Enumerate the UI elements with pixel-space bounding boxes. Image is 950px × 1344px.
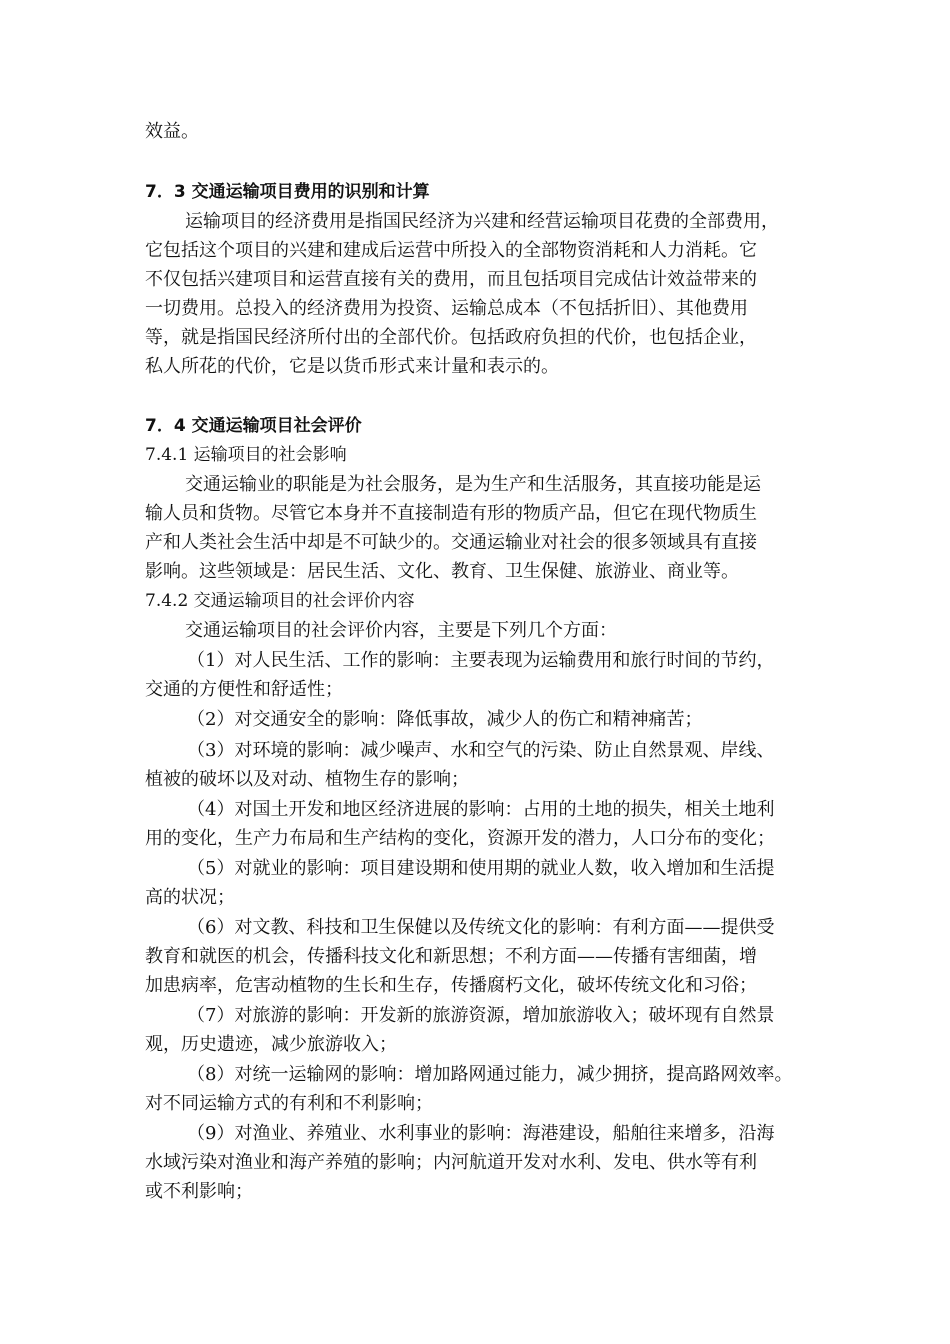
paragraph-line: 交通运输项目的社会评价内容，主要是下列几个方面：	[185, 620, 617, 641]
list-item-8-cont: 对不同运输方式的有利和不利影响；	[145, 1093, 433, 1114]
list-item-1-cont: 交通的方便性和舒适性；	[145, 679, 343, 700]
list-item-6: （6）对文教、科技和卫生保健以及传统文化的影响：有利方面——提供受	[187, 917, 775, 938]
paragraph-line: 运输项目的经济费用是指国民经济为兴建和经营运输项目花费的全部费用，	[185, 211, 779, 232]
list-item-2: （2）对交通安全的影响：降低事故，减少人的伤亡和精神痛苦；	[187, 709, 703, 730]
list-item-9: （9）对渔业、养殖业、水利事业的影响：海港建设，船舶往来增多，沿海	[187, 1123, 775, 1144]
list-item-5-cont: 高的状况；	[145, 887, 235, 908]
list-item-3-cont: 植被的破坏以及对动、植物生存的影响；	[145, 769, 469, 790]
list-item-9-cont: 或不利影响；	[145, 1181, 253, 1202]
list-item-5: （5）对就业的影响：项目建设期和使用期的就业人数，收入增加和生活提	[187, 858, 775, 879]
list-item-4: （4）对国土开发和地区经济进展的影响：占用的土地的损失，相关土地利	[187, 799, 775, 820]
paragraph-line: 影响。这些领域是：居民生活、文化、教育、卫生保健、旅游业、商业等。	[145, 561, 739, 582]
paragraph-line: 效益。	[145, 121, 199, 142]
list-item-3: （3）对环境的影响：减少噪声、水和空气的污染、防止自然景观、岸线、	[187, 740, 775, 761]
paragraph-line: 交通运输业的职能是为社会服务，是为生产和生活服务，其直接功能是运	[185, 474, 761, 495]
list-item-6-cont: 教育和就医的机会，传播科技文化和新思想；不利方面——传播有害细菌，增	[145, 946, 757, 967]
list-item-1: （1）对人民生活、工作的影响：主要表现为运输费用和旅行时间的节约，	[187, 650, 775, 671]
section-heading-7-4: 7．4 交通运输项目社会评价	[145, 416, 362, 436]
paragraph-line: 私人所花的代价，它是以货币形式来计量和表示的。	[145, 356, 559, 377]
subsection-heading-7-4-1: 7.4.1 运输项目的社会影响	[145, 445, 347, 465]
subsection-heading-7-4-2: 7.4.2 交通运输项目的社会评价内容	[145, 591, 415, 611]
paragraph-line: 产和人类社会生活中却是不可缺少的。交通运输业对社会的很多领域具有直接	[145, 532, 757, 553]
paragraph-line: 它包括这个项目的兴建和建成后运营中所投入的全部物资消耗和人力消耗。它	[145, 240, 757, 261]
list-item-7-cont: 观，历史遗迹，减少旅游收入；	[145, 1034, 397, 1055]
section-heading-7-3: 7．3 交通运输项目费用的识别和计算	[145, 182, 430, 202]
paragraph-line: 等，就是指国民经济所付出的全部代价。包括政府负担的代价，也包括企业，	[145, 327, 757, 348]
list-item-4-cont: 用的变化，生产力布局和生产结构的变化，资源开发的潜力，人口分布的变化；	[145, 828, 775, 849]
list-item-7: （7）对旅游的影响：开发新的旅游资源，增加旅游收入；破坏现有自然景	[187, 1005, 775, 1026]
paragraph-line: 一切费用。总投入的经济费用为投资、运输总成本（不包括折旧）、其他费用	[145, 298, 748, 319]
list-item-8: （8）对统一运输网的影响：增加路网通过能力，减少拥挤，提高路网效率。	[187, 1064, 793, 1085]
paragraph-line: 不仅包括兴建项目和运营直接有关的费用，而且包括项目完成估计效益带来的	[145, 269, 757, 290]
list-item-6-cont: 加患病率，危害动植物的生长和生存，传播腐朽文化，破坏传统文化和习俗；	[145, 975, 757, 996]
paragraph-line: 输人员和货物。尽管它本身并不直接制造有形的物质产品，但它在现代物质生	[145, 503, 757, 524]
list-item-9-cont: 水域污染对渔业和海产养殖的影响；内河航道开发对水利、发电、供水等有利	[145, 1152, 757, 1173]
